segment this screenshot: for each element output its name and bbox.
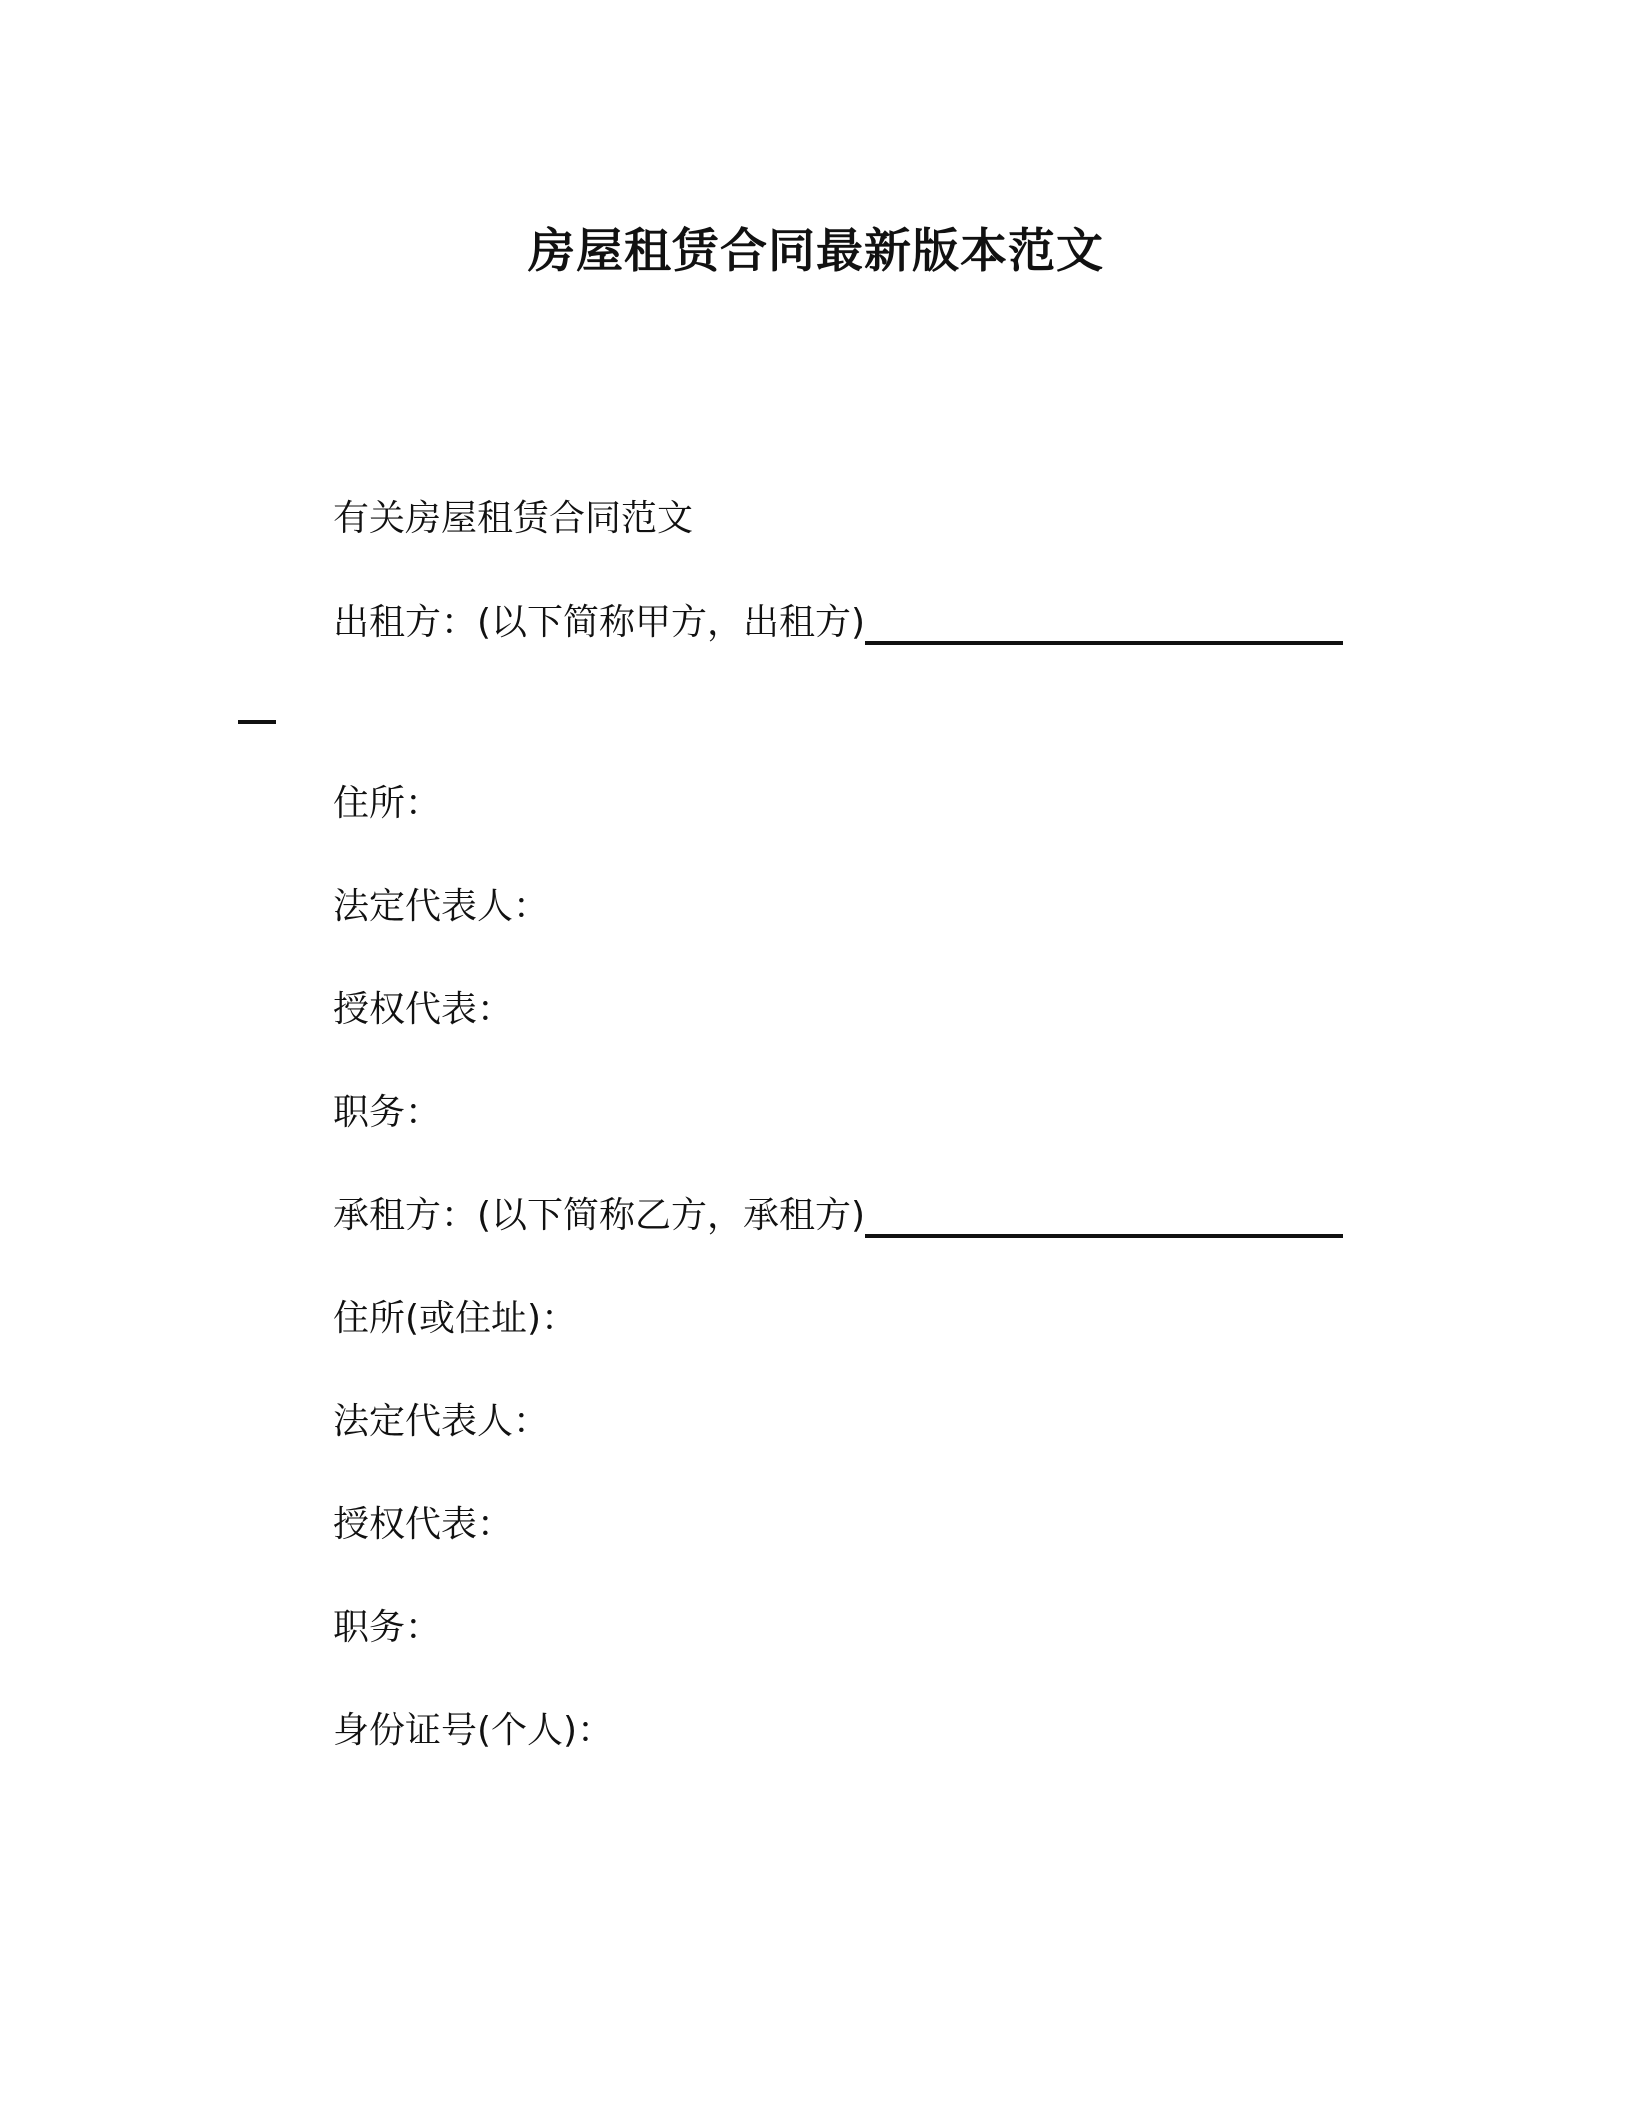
lessor-authorized-rep-label: 授权代表：: [333, 989, 514, 1030]
lessee-position-label: 职务：: [333, 1607, 442, 1648]
lessee-authorized-rep-label: 授权代表：: [333, 1504, 514, 1545]
lessor-address-label: 住所：: [333, 783, 442, 824]
lessee-legal-rep-label: 法定代表人：: [333, 1401, 550, 1442]
wrapped-blank-continuation: [238, 720, 276, 724]
lessor-heading-line: [333, 601, 1343, 645]
lessee-heading: 承租方：(以下简称乙方，承租方): [333, 1195, 866, 1236]
document-subtitle: 有关房屋租赁合同范文: [333, 498, 694, 539]
lessee-name-blank: [865, 1194, 1343, 1238]
lessor-heading: 出租方：(以下简称甲方，出租方): [333, 602, 866, 643]
lessor-name-blank: [865, 601, 1343, 645]
lessor-position-label: 职务：: [333, 1092, 442, 1133]
lessee-address-label: 住所(或住址)：: [333, 1298, 578, 1339]
lessee-heading-line: [333, 1194, 1343, 1238]
lessee-id-number-label: 身份证号(个人)：: [333, 1710, 614, 1751]
lessor-legal-rep-label: 法定代表人：: [333, 886, 550, 927]
document-title: 房屋租赁合同最新版本范文: [528, 224, 1104, 279]
